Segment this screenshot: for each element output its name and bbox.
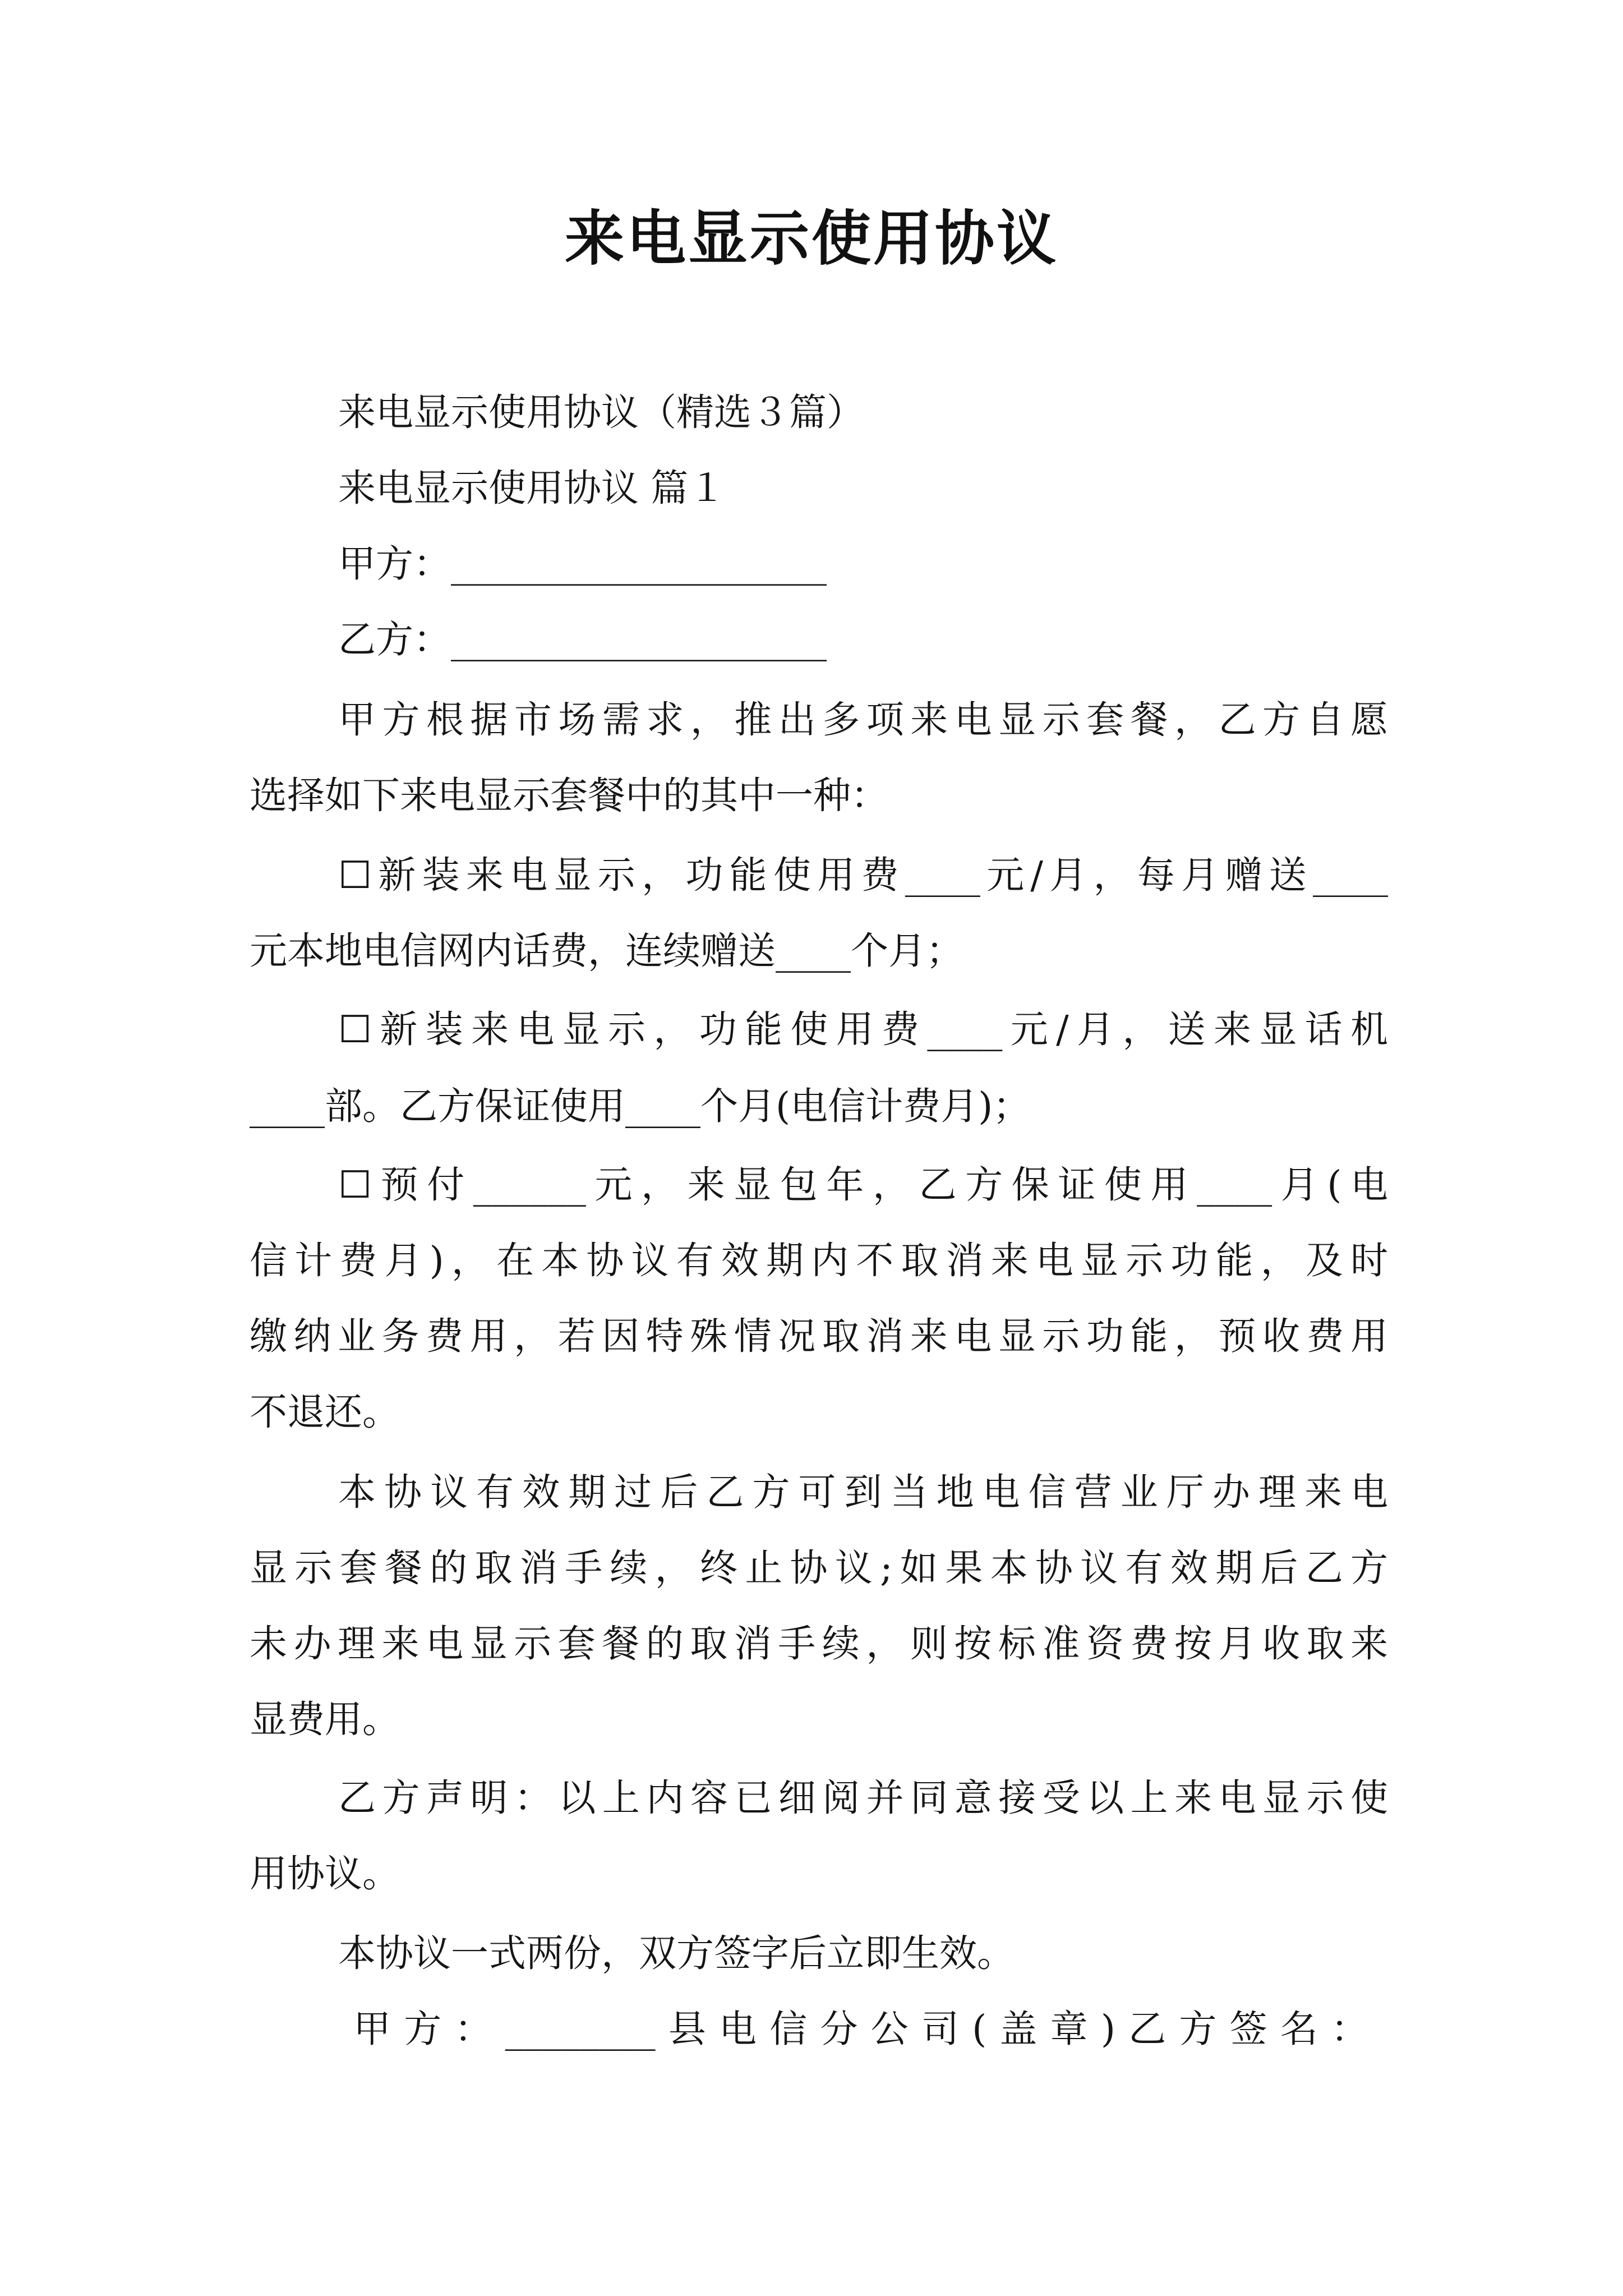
paragraph-line: 未办理来电显示套餐的取消手续，则按标准资费按月收取来 — [250, 1622, 1388, 1665]
paragraph-line: 本协议有效期过后乙方可到当地电信营业厅办理来电 — [338, 1470, 1388, 1514]
declaration-line: 乙方声明：以上内容已细阅并同意接受以上来电显示使 — [338, 1776, 1388, 1820]
paragraph-line: 显示套餐的取消手续，终止协议;如果本协议有效期后乙方 — [250, 1546, 1388, 1590]
option-3-line: 不退还。 — [250, 1390, 400, 1434]
signature-line: 甲方：________县电信分公司(盖章)乙方签名： — [353, 2007, 1368, 2051]
party-a-field: 甲方：____________________ — [338, 542, 827, 586]
party-b-field: 乙方：____________________ — [338, 618, 827, 661]
option-2-line: ____部。乙方保证使用____个月(电信计费月)； — [250, 1084, 1031, 1128]
doc-section-heading: 来电显示使用协议 篇１ — [338, 466, 726, 510]
option-1-line: 元本地电信网内话费，连续赠送____个月； — [250, 929, 963, 973]
option-1-line: ☐新装来电显示，功能使用费____元/月，每月赠送____ — [338, 853, 1388, 897]
effect-clause: 本协议一式两份，双方签字后立即生效。 — [338, 1931, 1015, 1975]
option-3-line: 信计费月)，在本协议有效期内不取消来电显示功能，及时 — [250, 1239, 1388, 1282]
paragraph-line: 甲方根据市场需求，推出多项来电显示套餐，乙方自愿 — [338, 698, 1388, 742]
paragraph-line: 显费用。 — [250, 1697, 400, 1741]
paragraph-line: 选择如下来电显示套餐中的其中一种： — [250, 774, 888, 817]
option-2-line: ☐新装来电显示，功能使用费____元/月，送来显话机 — [338, 1007, 1388, 1051]
doc-subtitle: 来电显示使用协议（精选３篇） — [338, 390, 864, 434]
option-3-line: ☐预付______元，来显包年，乙方保证使用____月(电 — [338, 1163, 1388, 1207]
option-3-line: 缴纳业务费用，若因特殊情况取消来电显示功能，预收费用 — [250, 1314, 1388, 1358]
document-title: 来电显示使用协议 — [565, 203, 1058, 273]
declaration-line: 用协议。 — [250, 1852, 400, 1895]
